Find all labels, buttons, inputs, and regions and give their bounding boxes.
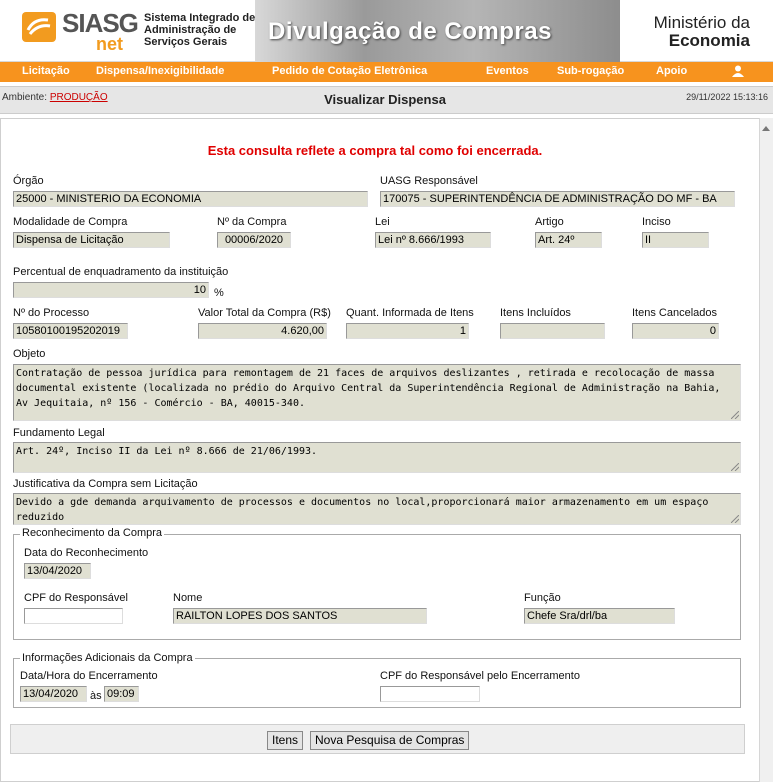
adicionais-legend: Informações Adicionais da Compra — [22, 652, 193, 664]
encerramento-hora-field[interactable]: 09:09 — [104, 686, 139, 702]
artigo-label: Artigo — [535, 216, 564, 228]
itens-incluidos-label: Itens Incluídos — [500, 307, 571, 319]
percentual-field[interactable]: 10 — [13, 282, 209, 298]
num-compra-field[interactable]: 00006/2020 — [217, 232, 291, 248]
itens-cancelados-field[interactable]: 0 — [632, 323, 719, 339]
menu-item-cotacao[interactable]: Pedido de Cotação Eletrônica — [272, 65, 428, 77]
page-title: Visualizar Dispensa — [324, 92, 446, 107]
justificativa-label: Justificativa da Compra sem Licitação — [13, 478, 198, 490]
modalidade-label: Modalidade de Compra — [13, 216, 128, 228]
logo-text: SIASG — [62, 8, 138, 38]
vertical-scrollbar[interactable] — [759, 118, 773, 782]
itens-incluidos-field[interactable] — [500, 323, 605, 339]
ministry-line1: Ministério da — [653, 13, 750, 32]
justificativa-textarea[interactable] — [13, 493, 741, 525]
nome-label: Nome — [173, 592, 203, 604]
system-name — [144, 12, 264, 48]
system-name-line1: Sistema Integrado de — [144, 12, 256, 24]
orgao-label: Órgão — [13, 175, 44, 187]
percentual-label: Percentual de enquadramento da instituição — [13, 266, 229, 278]
encerramento-label: Data/Hora do Encerramento — [20, 670, 158, 682]
ministry-name — [610, 14, 750, 50]
num-compra-label: Nº da Compra — [217, 216, 287, 228]
percentual-unit: % — [214, 287, 224, 299]
objeto-line: Contratação de pessoa jurídica para remontagem de 21 faces de arquivos deslizantes , retirada e recolocação de massa — [16, 368, 715, 379]
main-menu — [0, 62, 773, 82]
menu-item-eventos[interactable]: Eventos — [486, 65, 529, 77]
cpf-encerramento-label: CPF do Responsável pelo Encerramento — [380, 670, 580, 682]
cpf-responsavel-field[interactable] — [24, 608, 123, 624]
nova-pesquisa-button[interactable]: Nova Pesquisa de Compras — [310, 731, 469, 750]
menu-item-apoio[interactable]: Apoio — [656, 65, 688, 77]
ministry-line2: Economia — [668, 31, 750, 50]
lei-label: Lei — [375, 216, 390, 228]
menu-item-licitacao[interactable]: Licitação — [22, 65, 70, 77]
funcao-label: Função — [524, 592, 561, 604]
reconhecimento-legend: Reconhecimento da Compra — [22, 527, 163, 539]
environment-label: Ambiente: — [2, 92, 48, 103]
cpf-encerramento-field[interactable] — [380, 686, 480, 702]
siasg-logo-icon — [22, 12, 56, 42]
as-label: às — [90, 690, 102, 702]
data-reconhecimento-label: Data do Reconhecimento — [24, 547, 149, 559]
quant-itens-field[interactable]: 1 — [346, 323, 469, 339]
menu-item-subrogacao[interactable]: Sub-rogação — [557, 65, 625, 77]
processo-field[interactable]: 10580100195202019 — [13, 323, 128, 339]
itens-cancelados-label: Itens Cancelados — [632, 307, 717, 319]
notice-message: Esta consulta reflete a compra tal como foi encerrada. — [207, 143, 543, 158]
orgao-field[interactable]: 25000 - MINISTERIO DA ECONOMIA — [13, 191, 368, 207]
inciso-field[interactable]: II — [642, 232, 709, 248]
funcao-field[interactable]: Chefe Sra/drl/ba — [524, 608, 675, 624]
artigo-field[interactable]: Art. 24º — [535, 232, 602, 248]
siasg-logo[interactable] — [18, 8, 138, 54]
objeto-line: Av Jequitaia, nº 156 - Comércio - BA, 40015-340. — [16, 398, 305, 409]
user-icon[interactable] — [732, 65, 744, 80]
resize-grip-icon[interactable] — [731, 515, 739, 523]
processo-label: Nº do Processo — [13, 307, 90, 319]
valor-field[interactable]: 4.620,00 — [198, 323, 327, 339]
environment-indicator — [2, 92, 108, 103]
resize-grip-icon[interactable] — [731, 463, 739, 471]
logo-suffix: net — [96, 34, 123, 54]
justificativa-line: reduzido — [16, 512, 65, 523]
objeto-line: documental existente (localizada no prédio do Arquivo Central da Superintendência Regional de Administração na Bahia, — [16, 383, 721, 394]
fundamento-text: Art. 24º, Inciso II da Lei nº 8.666 de 21/06/1993. — [16, 446, 318, 457]
quant-itens-label: Quant. Informada de Itens — [346, 307, 474, 319]
banner-title: Divulgação de Compras — [268, 18, 552, 45]
uasg-field[interactable]: 170075 - SUPERINTENDÊNCIA DE ADMINISTRAÇÃO DO MF - BA — [380, 191, 735, 207]
system-name-line2: Administração de — [144, 24, 237, 36]
lei-field[interactable]: Lei nº 8.666/1993 — [375, 232, 491, 248]
scroll-up-arrow-icon[interactable] — [762, 122, 770, 134]
menu-item-dispensa[interactable]: Dispensa/Inexigibilidade — [96, 65, 225, 77]
justificativa-line: Devido a gde demanda arquivamento de processos e documentos no local,proporcionará maior armazenamento em um espaço — [16, 497, 709, 508]
modalidade-field[interactable]: Dispensa de Licitação — [13, 232, 170, 248]
environment-link[interactable]: PRODUÇÃO — [49, 92, 108, 103]
valor-label: Valor Total da Compra (R$) — [198, 307, 331, 319]
cpf-responsavel-label: CPF do Responsável — [24, 592, 128, 604]
itens-button[interactable]: Itens — [267, 731, 303, 750]
fundamento-label: Fundamento Legal — [13, 427, 105, 439]
objeto-label: Objeto — [13, 348, 46, 360]
system-name-line3: Serviços Gerais — [144, 36, 228, 48]
datetime: 29/11/2022 15:13:16 — [686, 92, 768, 102]
uasg-label: UASG Responsável — [380, 175, 478, 187]
resize-grip-icon[interactable] — [731, 411, 739, 419]
inciso-label: Inciso — [642, 216, 671, 228]
fundamento-textarea[interactable] — [13, 442, 741, 473]
encerramento-data-field[interactable]: 13/04/2020 — [20, 686, 87, 702]
data-reconhecimento-field[interactable]: 13/04/2020 — [24, 563, 91, 579]
objeto-textarea[interactable] — [13, 364, 741, 421]
nome-field[interactable]: RAILTON LOPES DOS SANTOS — [173, 608, 427, 624]
